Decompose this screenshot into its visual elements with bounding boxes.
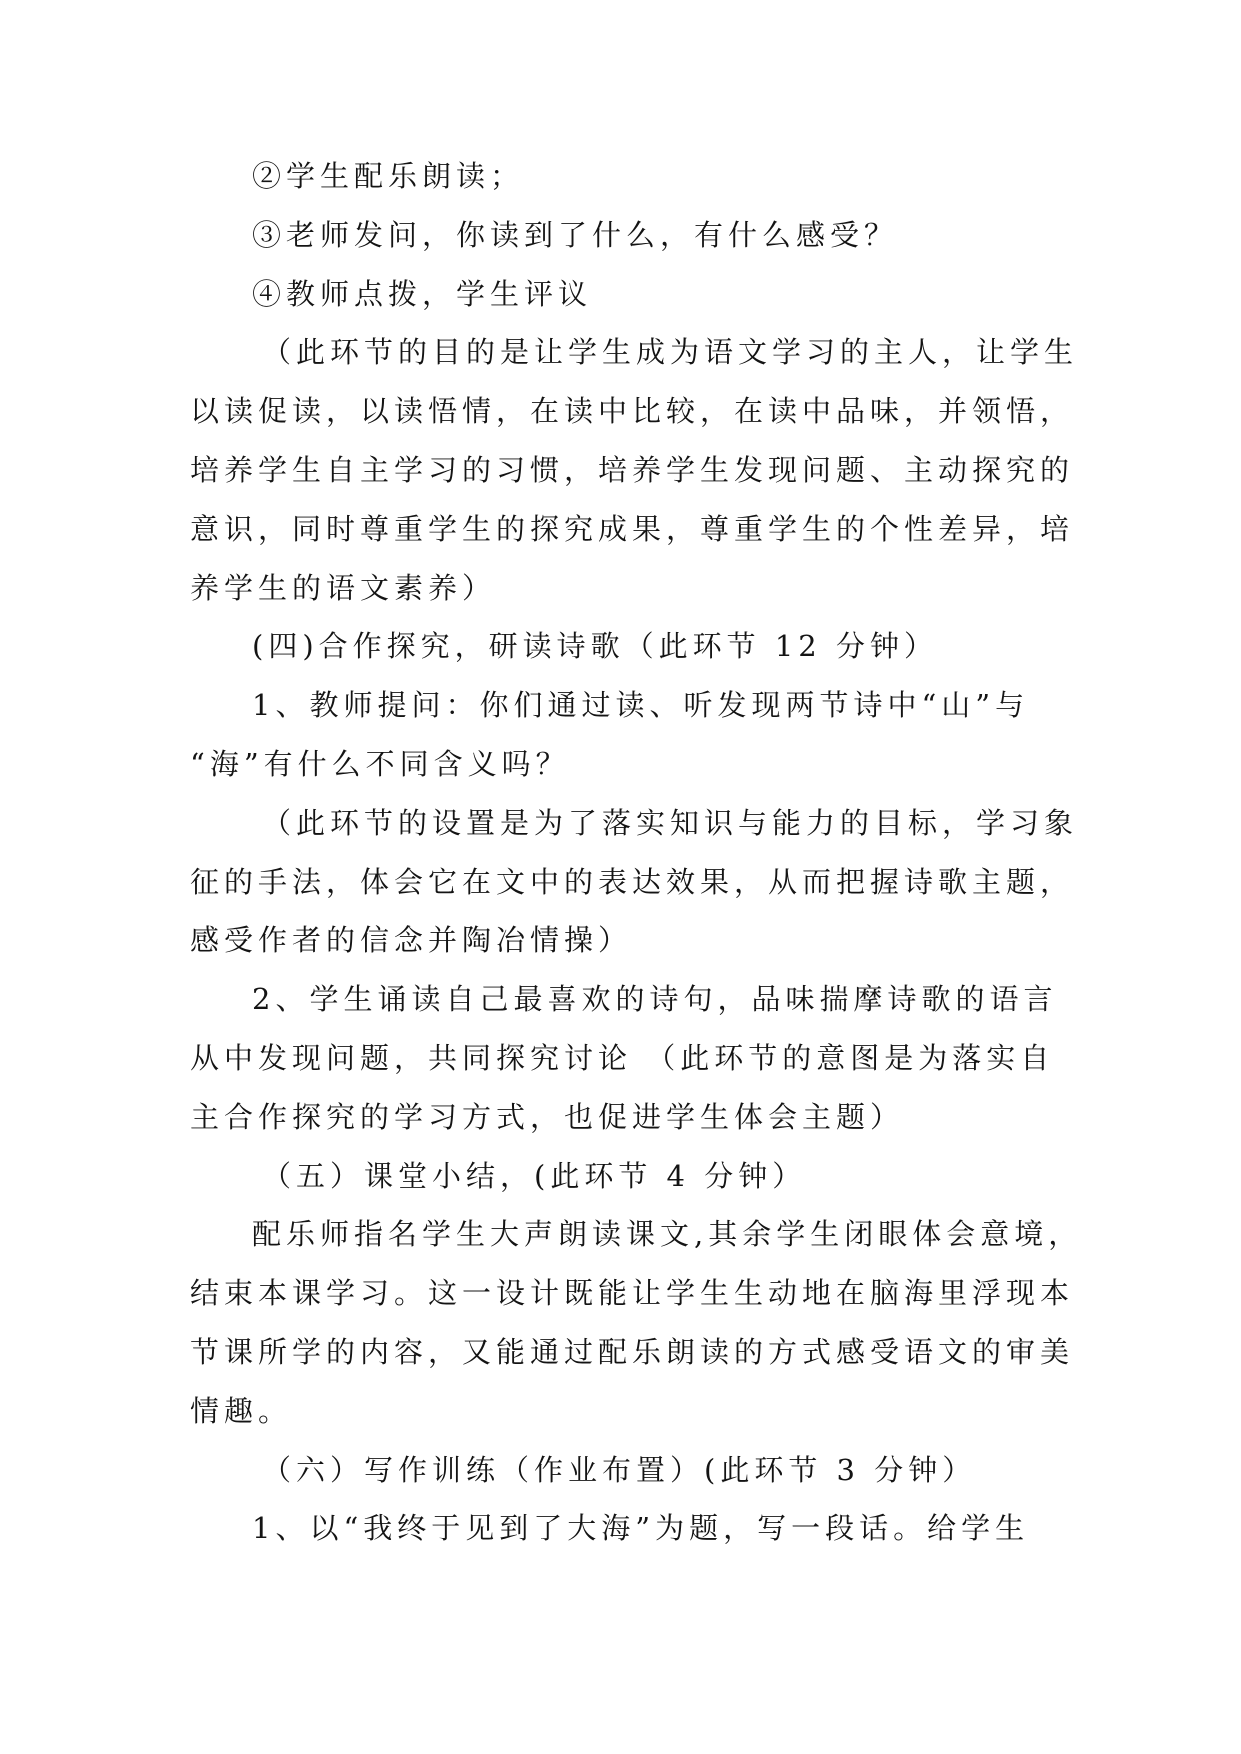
text-line: 主合作探究的学习方式，也促进学生体会主题） <box>190 1099 905 1134</box>
text-line: （此环节的设置是为了落实知识与能力的目标，学习象 <box>262 805 1079 840</box>
section-heading: （六）写作训练（作业布置）(此环节 3 分钟） <box>262 1452 977 1487</box>
text-line: 1、教师提问：你们通过读、听发现两节诗中“山”与 <box>252 688 1030 723</box>
text-line: 从中发现问题，共同探究讨论 （此环节的意图是为落实自 <box>190 1040 1055 1075</box>
text-line: 感受作者的信念并陶冶情操） <box>190 923 633 958</box>
text-line: 配乐师指名学生大声朗读课文,其余学生闭眼体会意境， <box>252 1217 1083 1252</box>
text-line: ②学生配乐朗读； <box>252 159 525 193</box>
text-line: 征的手法，体会它在文中的表达效果，从而把握诗歌主题， <box>190 864 1075 899</box>
document-body <box>190 159 1083 1573</box>
section-heading: (四)合作探究，研读诗歌（此环节 12 分钟） <box>252 629 938 664</box>
text-line: 意识，同时尊重学生的探究成果，尊重学生的个性差异，培 <box>190 511 1075 546</box>
text-line: 结束本课学习。这一设计既能让学生生动地在脑海里浮现本 <box>190 1276 1075 1311</box>
text-line: 1、以“我终于见到了大海”为题，写一段话。给学生 <box>252 1511 1030 1546</box>
text-line: 2、学生诵读自己最喜欢的诗句，品味揣摩诗歌的语言 <box>252 982 1058 1017</box>
text-line: 情趣。 <box>190 1393 293 1428</box>
text-line: 节课所学的内容，又能通过配乐朗读的方式感受语文的审美 <box>190 1334 1075 1369</box>
text-line: （此环节的目的是让学生成为语文学习的主人，让学生 <box>262 335 1079 370</box>
text-line: 养学生的语文素养） <box>190 570 497 605</box>
text-line: 培养学生自主学习的习惯，培养学生发现问题、主动探究的 <box>190 452 1075 487</box>
text-line: ③老师发问，你读到了什么，有什么感受？ <box>252 217 899 252</box>
text-line: “海”有什么不同含义吗？ <box>190 746 570 781</box>
text-line: 以读促读，以读悟情，在读中比较，在读中品味，并领悟， <box>190 394 1075 429</box>
text-line: ④教师点拨，学生评议 <box>252 276 593 311</box>
section-heading: （五）课堂小结，(此环节 4 分钟） <box>262 1158 807 1193</box>
